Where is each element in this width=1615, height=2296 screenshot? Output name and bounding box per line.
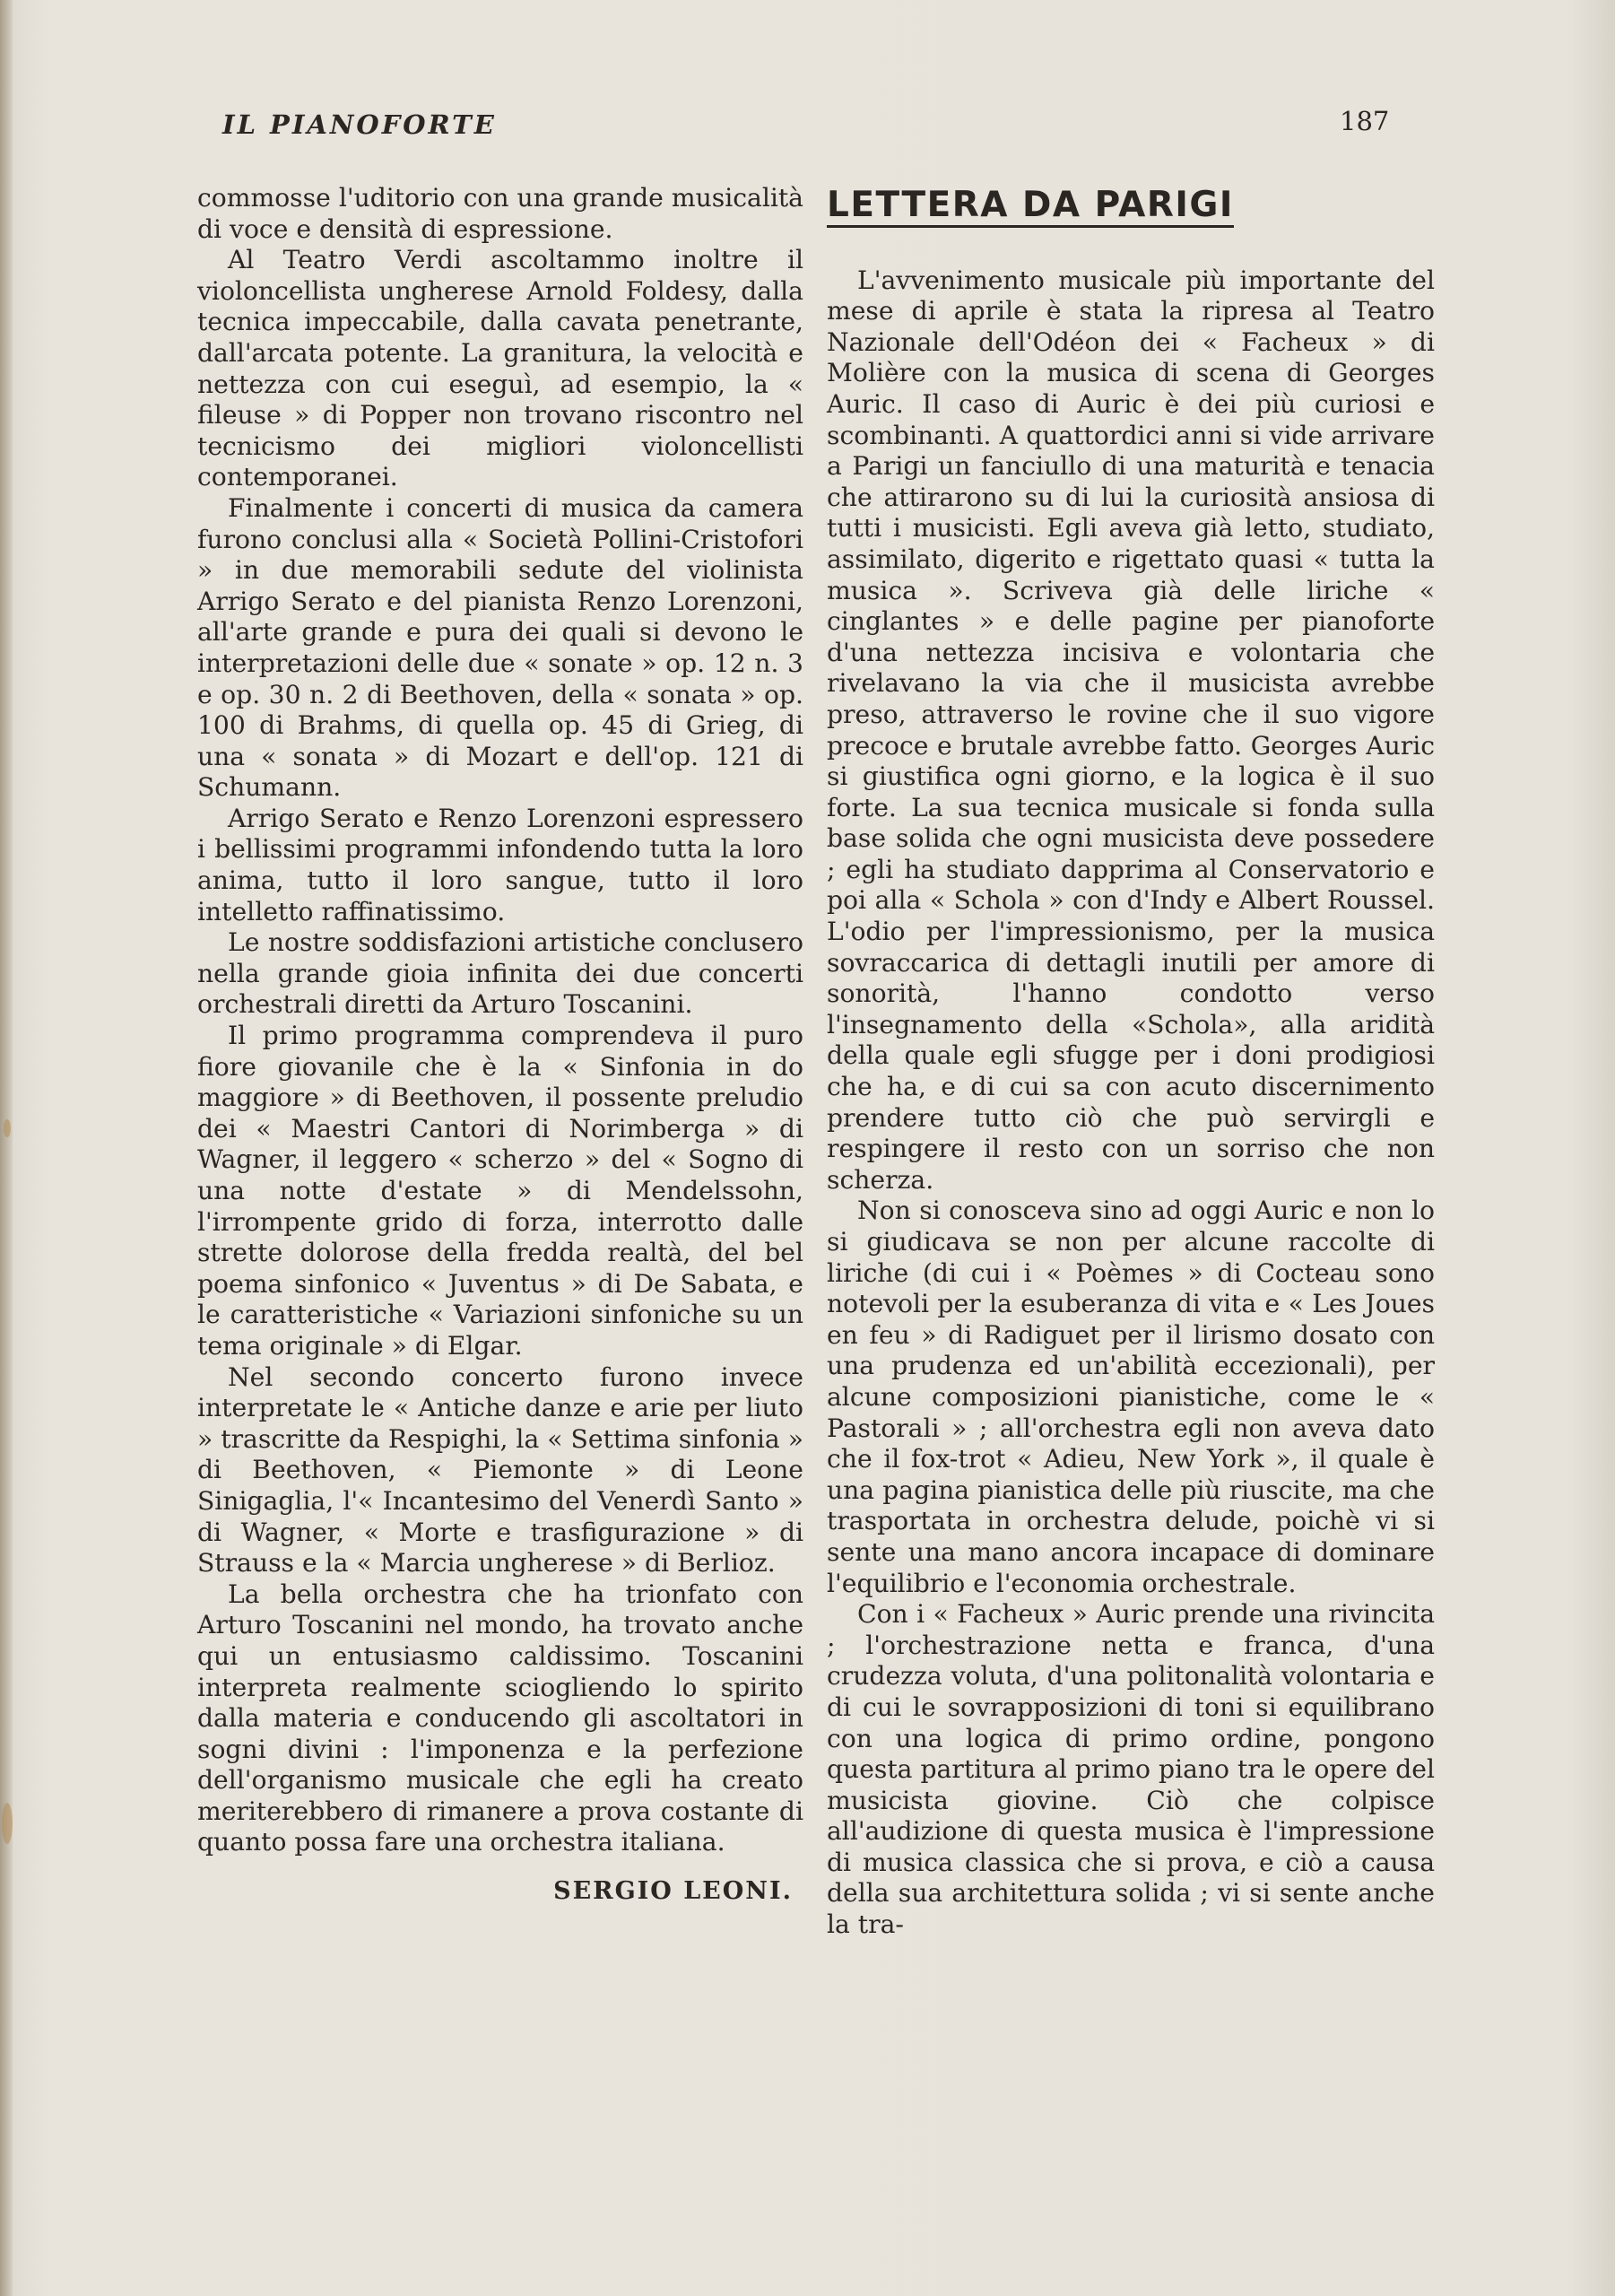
paragraph: La bella orchestra che ha trionfato con Arturo Toscanini nel mondo, ha trovato anche qui un entusiasmo caldissimo. Toscanini interpreta realmente sciogliendo lo spirito dalla materia e conducendo gli ascoltatori in sogni divini : l'imponenza e la perfezione dell'organismo musicale che egli ha creato meriterebbero di rimanere a prova costante di quanto possa fare una orchestra italiana. <box>197 1578 803 1857</box>
paragraph: Finalmente i concerti di musica da camera furono conclusi alla « Società Pollini-Cristofori » in due memorabili sedute del violinista Arrigo Serato e del pianista Renzo Lorenzoni, all'arte grande e pura dei quali si devono le interpretazioni delle due « sonate » op. 12 n. 3 e op. 30 n. 2 di Beethoven, della « sonata » op. 100 di Brahms, di quella op. 45 di Grieg, di una « sonata » di Mozart e dell'op. 121 di Schumann. <box>197 492 803 803</box>
paragraph: Con i « Facheux » Auric prende una rivincita ; l'orchestrazione netta e franca, d'una crudezza voluta, d'una politonalità volontaria e di cui le sovrapposizioni di toni si equilibrano con una logica di primo ordine, pongono questa partitura al primo piano tra le opere del musicista giovine. Ciò che colpisce all'audizione di questa musica è l'impressione di musica classica che si prova, e ciò a causa della sua architettura solida ; vi si sente anche la tra- <box>827 1599 1435 1940</box>
running-title: IL PIANOFORTE <box>222 109 497 140</box>
article-title: LETTERA DA PARIGI <box>827 190 1234 228</box>
paragraph: Arrigo Serato e Renzo Lorenzoni espressero i bellissimi programmi infondendo tutta la loro anima, tutto il loro sangue, tutto il loro intelletto raffinatissimo. <box>197 803 803 926</box>
page-number: 187 <box>1340 106 1390 136</box>
paper-stain <box>4 1119 11 1137</box>
right-column <box>827 185 1435 1941</box>
paragraph: Nel secondo concerto furono invece interpretate le « Antiche danze e arie per liuto » trascritte da Respighi, la « Settima sinfonia » di Beethoven, « Piemonte » di Leone Sinigaglia, l'« Incantesimo del Venerdì Santo » di Wagner, « Morte e trasfigurazione » di Strauss e la « Marcia ungherese » di Berlioz. <box>197 1361 803 1578</box>
paragraph: Le nostre soddisfazioni artistiche conclusero nella grande gioia infinita dei due concerti orchestrali diretti da Arturo Toscanini. <box>197 927 803 1020</box>
paper-stain <box>2 1803 13 1844</box>
page-spine-edge <box>0 0 13 2296</box>
paragraph: Non si conosceva sino ad oggi Auric e non lo si giudicava se non per alcune raccolte di liriche (di cui i « Poèmes » di Cocteau sono notevoli per la esuberanza di vita e « Les Joues en feu » di Radiguet per il lirismo dosato con una prudenza ed un'abilità eccezionali), per alcune composizioni pianistiche, come le « Pastorali » ; all'orchestra egli non aveva dato che il fox-trot « Adieu, New York », il quale è una pagina pianistica delle più riuscite, ma che trasportata in orchestra delude, poichè vi si sente una mano ancora incapace di dominare l'equilibrio e l'economia orchestrale. <box>827 1196 1435 1598</box>
paragraph: commosse l'uditorio con una grande musicalità di voce e densità di espressione. <box>197 183 803 244</box>
paragraph: Al Teatro Verdi ascoltammo inoltre il violoncellista ungherese Arnold Foldesy, dalla tecnica impeccabile, dalla cavata penetrante, dall'arcata potente. La granitura, la velocità e nettezza con cui eseguì, ad esempio, la « fileuse » di Popper non trovano riscontro nel tecnicismo dei migliori violoncellisti contemporanei. <box>197 245 803 492</box>
paragraph: L'avvenimento musicale più importante del mese di aprile è stata la ripresa al Teatro Nazionale dell'Odéon dei « Facheux » di Molière con la musica di scena di Georges Auric. Il caso di Auric è dei più curiosi e scombinanti. A quattordici anni si vide arrivare a Parigi un fanciullo di una maturità e tenacia che attirarono su di lui la curiosità ansiosa di tutti i musicisti. Egli aveva già letto, studiato, assimilato, digerito e rigettato quasi « tutta la musica ». Scriveva già delle liriche « cinglantes » e delle pagine per pianoforte d'una nettezza incisiva e volontaria che rivelavano la via che il musicista avrebbe preso, attraverso le rovine che il suo vigore precoce e brutale avrebbe fatto. Georges Auric si giustifica ogni giorno, e la logica è il suo forte. La sua tecnica musicale si fonda sulla base solida che ogni musicista deve possedere ; egli ha studiato dapprima al Conservatorio e poi alla « Schola » con d'Indy e Albert Roussel. L'odio per l'impressionismo, per la musica sovraccarica di dettagli inutili per amore di sonorità, l'hanno condotto verso l'insegnamento della «Schola», alla aridità della quale egli sfugge per i doni prodigiosi che ha, e di cui sa con acuto discernimento prendere tutto ciò che può servirgli e respingere il resto con un sorriso che non scherza. <box>827 265 1435 1195</box>
left-column <box>197 183 803 1908</box>
author-signature: SERGIO LEONI. <box>553 1877 793 1906</box>
paragraph: Il primo programma comprendeva il puro fiore giovanile che è la « Sinfonia in do maggiore » di Beethoven, il possente preludio dei « Maestri Cantori di Norimberga » di Wagner, il leggero « scherzo » del « Sogno di una notte d'estate » di Mendelssohn, l'irrompente grido di forza, interrotto dalle strette dolorose della fredda realtà, del bel poema sinfonico « Juventus » di De Sabata, e le caratteristiche « Variazioni sinfoniche su un tema originale » di Elgar. <box>197 1021 803 1361</box>
